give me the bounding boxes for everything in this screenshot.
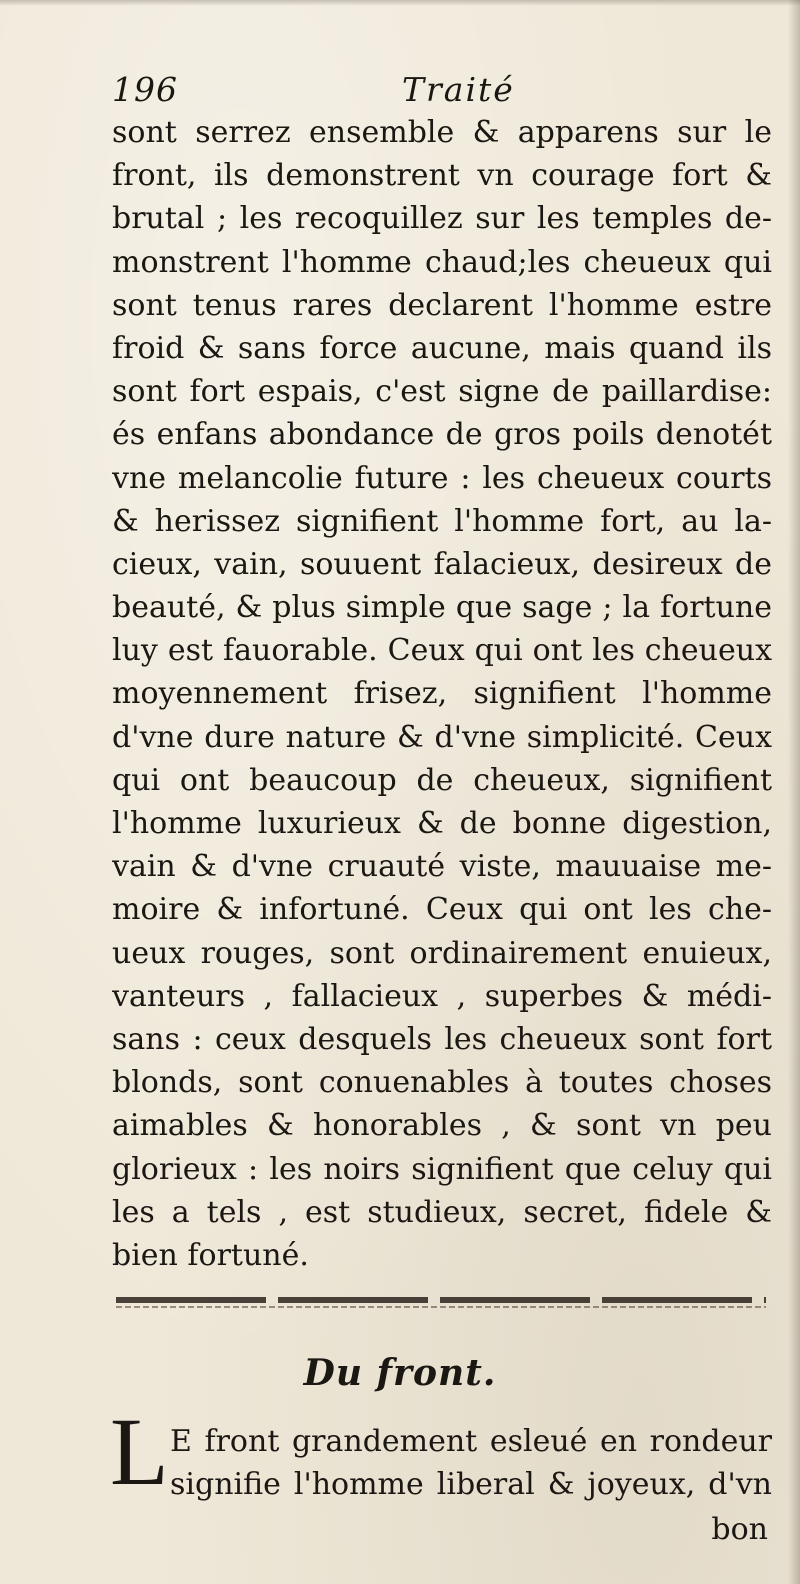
page-right-shadow	[788, 0, 800, 1584]
drop-cap: L	[110, 1398, 169, 1505]
section-heading: Du front.	[303, 1352, 497, 1394]
text-line: d'vne dure nature & d'vne simplicité. Ceux	[112, 719, 772, 755]
text-line: cieux, vain, souuent falacieux, desireux de	[112, 546, 772, 582]
text-line: vanteurs , fallacieux , superbes & médi-	[112, 978, 772, 1014]
text-line: sont tenus rares declarent l'homme estre	[112, 287, 772, 323]
text-line: vne melancolie future : les cheueux courts	[112, 460, 772, 496]
text-line: E front grandement esleué en rondeur	[170, 1424, 772, 1459]
text-line: és enfans abondance de gros poils denotét	[112, 417, 772, 453]
text-line: glorieux : les noirs signifient que celuy qui	[112, 1151, 772, 1187]
text-line: luy est fauorable. Ceux qui ont les cheueux	[112, 633, 772, 669]
text-line: sont fort espais, c'est signe de paillardise:	[112, 374, 772, 410]
text-line: ueux rouges, sont ordinairement enuieux,	[112, 935, 772, 971]
text-line: les a tels , est studieux, secret, fidele &	[112, 1194, 772, 1230]
text-line: beauté, & plus simple que sage ; la fortune	[112, 590, 772, 626]
text-line: front, ils demonstrent vn courage fort &	[112, 158, 772, 194]
section-paragraph	[170, 1420, 772, 1506]
text-line: blonds, sont conuenables à toutes choses	[112, 1065, 772, 1101]
catchword: bon	[711, 1512, 768, 1547]
text-line: & herissez signifient l'homme fort, au la-	[112, 503, 772, 539]
text-line: monstrent l'homme chaud;les cheueux qui	[112, 244, 772, 280]
page-header	[112, 70, 772, 110]
text-line: sans : ceux desquels les cheueux sont fort	[112, 1021, 772, 1057]
text-line: vain & d'vne cruauté viste, mauuaise me-	[112, 849, 772, 885]
text-line: moyennement frisez, signifient l'homme	[112, 676, 772, 712]
text-line: signifie l'homme liberal & joyeux, d'vn	[170, 1467, 772, 1503]
main-paragraph	[112, 111, 772, 1277]
text-line: aimables & honorables , & sont vn peu	[112, 1108, 772, 1144]
page-top-shadow	[0, 0, 800, 6]
page-number: 196	[112, 70, 178, 109]
section-divider-rule	[116, 1297, 766, 1303]
text-line: l'homme luxurieux & de bonne digestion,	[112, 806, 772, 841]
running-head: Traité	[402, 70, 515, 109]
text-line: qui ont beaucoup de cheueux, signifient	[112, 762, 772, 798]
text-line: brutal ; les recoquillez sur les temples de-	[112, 201, 772, 237]
text-line: moire & infortuné. Ceux qui ont les che-	[112, 892, 772, 928]
text-line-last: bien fortuné.	[112, 1237, 309, 1273]
text-line: froid & sans force aucune, mais quand ils	[112, 330, 772, 366]
section-divider-ornament	[116, 1306, 766, 1308]
text-line: sont serrez ensemble & apparens sur le	[112, 115, 772, 150]
